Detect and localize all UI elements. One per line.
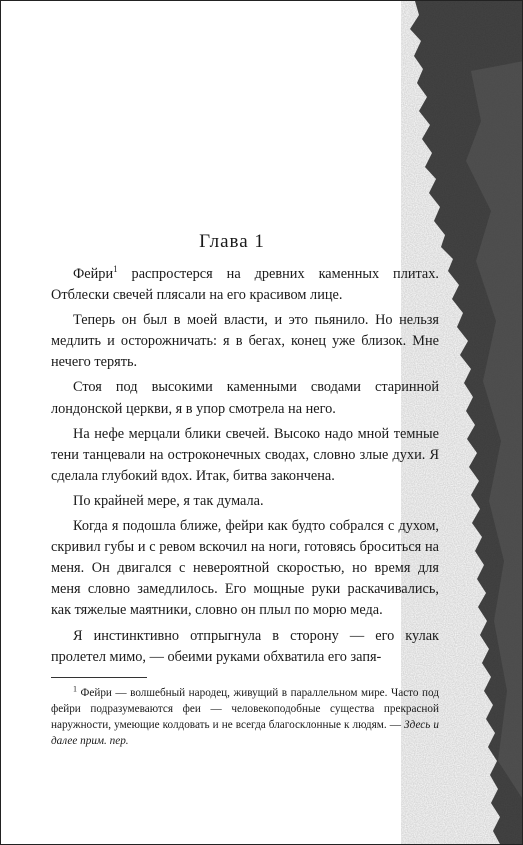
footnote-text: Фейри — волшебный народец, живущий в параллельном мире. Часто под фейри подразумеваются феи — человекоподобные существа прекрасной наружности, умеющие колдовать и не всегда благосклонные к людям. — xyxy=(51,687,439,731)
paragraph: Фейри$^1$ распростерся на древних каменных плитах. Отблески свечей плясали на его красивом лице. xyxy=(51,264,439,304)
paragraph: Когда я подошла ближе, фейри как будто собрался с духом, скривил губы и с ревом вскочил на ноги, готовясь броситься на меня. Он двигался с невероятной скоростью, но время для меня словно замедлилось. Его мощные руки раскачивались, как тяжелые маятники, словно он плыл по морю меда. xyxy=(51,518,439,619)
paragraph: По крайней мере, я так думала. xyxy=(73,492,264,509)
footnote xyxy=(51,685,439,749)
footnote-credit: Здесь и далее прим. пер. xyxy=(51,719,439,747)
footnote-number: 1 xyxy=(73,684,77,694)
footnote-marker[interactable]: 1 xyxy=(113,264,118,275)
paragraph: Я инстинктивно отпрыгнула в сторону — его кулак пролетел мимо, — обеими руками обхватила его запя- xyxy=(51,627,439,665)
paragraph: Стоя под высокими каменными сводами старинной лондонской церкви, я в упор смотрела на него. xyxy=(51,379,439,417)
footnote-divider xyxy=(51,677,147,678)
paragraph: На нефе мерцали блики свечей. Высоко надо мной темные тени танцевали на остроконечных сводах, словно злые духи. Я сделала глубокий вдох. Итак, битва закончена. xyxy=(51,425,439,484)
chapter-title: Глава 1 xyxy=(199,231,265,252)
paragraph: Теперь он был в моей власти, и это пьянило. Но нельзя медлить и осторожничать: я в бегах, конец уже близок. Мне нечего терять. xyxy=(51,312,439,371)
chapter-body xyxy=(51,264,439,672)
